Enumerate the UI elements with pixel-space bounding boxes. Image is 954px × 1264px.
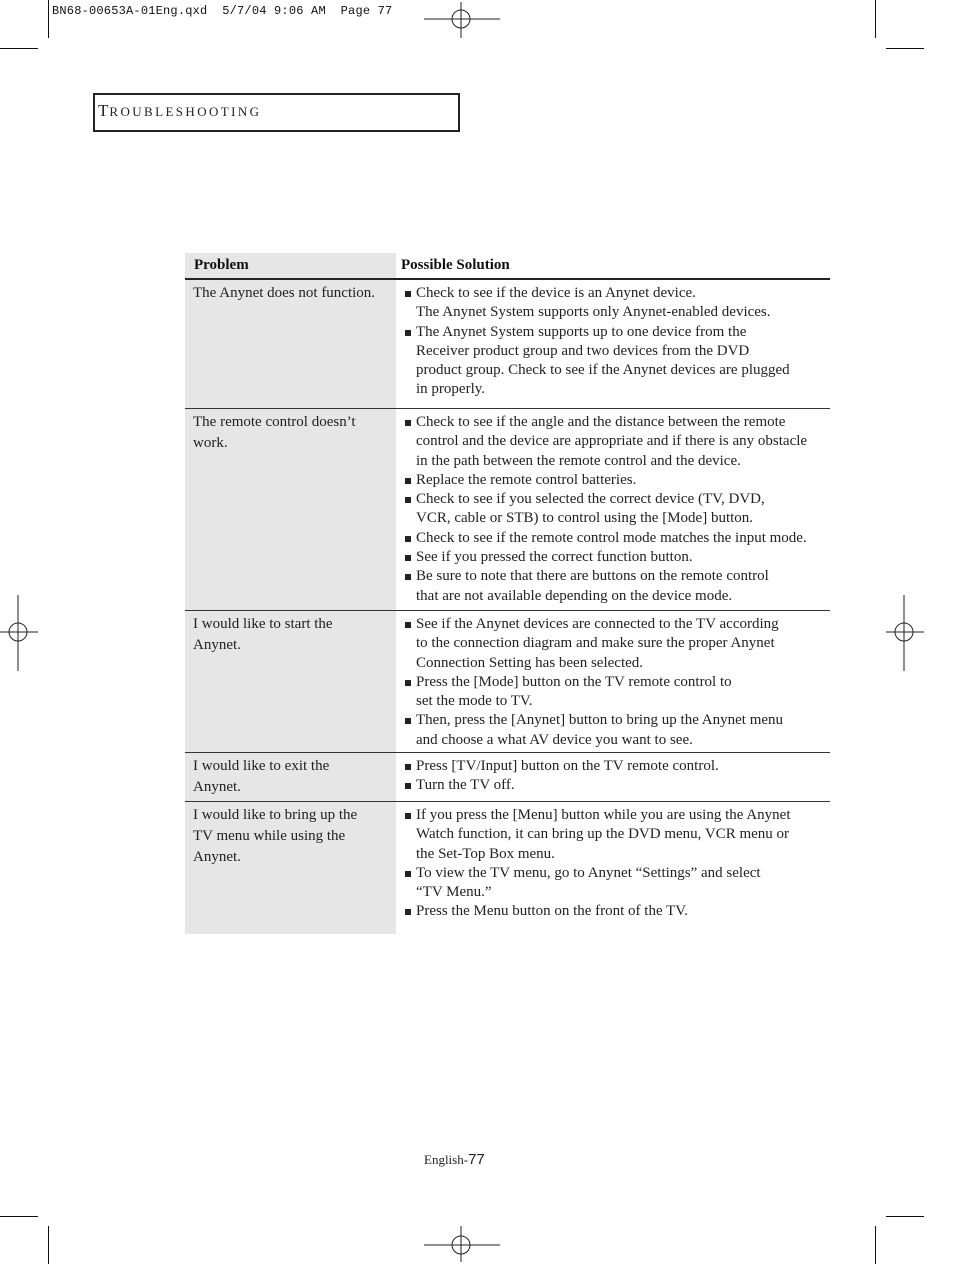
solution-text: Watch function, it can bring up the DVD menu, VCR menu or	[416, 826, 790, 843]
solution-cell	[396, 409, 830, 610]
crop-mark-bottom-left-h	[0, 1216, 38, 1217]
crop-mark-top-left-v	[48, 0, 49, 38]
solution-text: product group. Check to see if the Anynet devices are plugged	[416, 362, 790, 379]
solution-text: To view the TV menu, go to Anynet “Settings” and select	[416, 864, 761, 881]
problem-cell	[185, 280, 396, 408]
table-row	[185, 802, 830, 934]
solution-bullet	[404, 711, 830, 750]
solution-text: Check to see if you selected the correct device (TV, DVD,	[416, 491, 765, 508]
solution-bullet	[404, 413, 830, 471]
problem-text: Anynet.	[193, 849, 241, 865]
solution-bullet	[404, 567, 830, 606]
table-row	[185, 611, 830, 753]
header-possible-solution: Possible Solution	[401, 257, 510, 273]
problem-text: work.	[193, 435, 228, 451]
solution-bullet	[404, 776, 830, 795]
section-title: TROUBLESHOOTING	[98, 101, 262, 120]
registration-mark-left-icon	[0, 595, 38, 671]
crop-mark-bottom-right-v	[875, 1226, 876, 1264]
solution-cell	[396, 280, 830, 408]
header-problem: Problem	[194, 257, 249, 273]
footer-language: English-	[424, 1152, 469, 1167]
page-number: 77	[468, 1151, 485, 1168]
solution-cell	[396, 802, 830, 934]
solution-text: Press the [Mode] button on the TV remote control to	[416, 673, 732, 690]
solution-text: Be sure to note that there are buttons on the remote control	[416, 568, 769, 585]
solution-text: The Anynet System supports only Anynet-enabled devices.	[416, 304, 771, 321]
problem-cell	[185, 753, 396, 801]
problem-cell	[185, 611, 396, 752]
problem-cell	[185, 409, 396, 610]
solution-bullet	[404, 864, 830, 903]
solution-text: Receiver product group and two devices from the DVD	[416, 342, 750, 359]
solution-bullet	[404, 284, 830, 323]
registration-mark-top-icon	[424, 2, 500, 38]
solution-bullet	[404, 806, 830, 864]
crop-mark-top-right-h	[886, 48, 924, 49]
solution-bullet	[404, 548, 830, 567]
registration-mark-right-icon	[886, 595, 924, 671]
crop-mark-bottom-right-h	[886, 1216, 924, 1217]
problem-text: I would like to bring up the	[193, 807, 358, 823]
solution-text: “TV Menu.”	[416, 884, 492, 901]
solution-text: and choose a what AV device you want to see.	[416, 731, 693, 748]
solution-text: If you press the [Menu] button while you are using the Anynet	[416, 807, 791, 823]
problem-text: The remote control doesn’t	[193, 414, 356, 430]
crop-mark-top-right-v	[875, 0, 876, 38]
problem-text: The Anynet does not function.	[193, 285, 376, 301]
solution-bullet	[404, 471, 830, 490]
solution-text: in the path between the remote control and the device.	[416, 452, 741, 469]
registration-mark-bottom-icon	[424, 1226, 500, 1262]
solution-bullet	[404, 529, 830, 548]
solution-bullet	[404, 902, 830, 921]
solution-text: to the connection diagram and make sure the proper Anynet	[416, 635, 775, 652]
solution-text: that are not available depending on the device mode.	[416, 587, 733, 604]
solution-text: Check to see if the remote control mode matches the input mode.	[416, 529, 807, 546]
solution-text: Press [TV/Input] button on the TV remote control.	[416, 758, 719, 774]
solution-text: VCR, cable or STB) to control using the [Mode] button.	[416, 510, 754, 527]
solution-cell	[396, 611, 830, 752]
table-row	[185, 280, 830, 409]
solution-bullet	[404, 615, 830, 673]
solution-text: Press the Menu button on the front of the TV.	[416, 903, 688, 920]
solution-bullet	[404, 323, 830, 400]
solution-text: Check to see if the angle and the distance between the remote	[416, 414, 786, 430]
solution-text: control and the device are appropriate and if there is any obstacle	[416, 433, 808, 450]
solution-text: in properly.	[416, 381, 486, 398]
solution-text: Connection Setting has been selected.	[416, 654, 644, 671]
problem-cell	[185, 802, 396, 934]
problem-text: TV menu while using the	[193, 828, 346, 844]
solution-bullet	[404, 490, 830, 529]
solution-bullet	[404, 757, 830, 776]
solution-text: set the mode to TV.	[416, 693, 533, 710]
solution-bullet	[404, 673, 830, 712]
troubleshooting-table	[185, 253, 830, 934]
solution-text: See if the Anynet devices are connected to the TV according	[416, 616, 779, 632]
solution-text: Turn the TV off.	[416, 777, 515, 794]
page-footer	[424, 1151, 485, 1169]
table-header	[185, 253, 830, 280]
solution-cell	[396, 753, 830, 801]
solution-text: Then, press the [Anynet] button to bring up the Anynet menu	[416, 712, 784, 729]
crop-mark-top-left-h	[0, 48, 38, 49]
solution-text: The Anynet System supports up to one device from the	[416, 323, 747, 340]
problem-text: I would like to start the	[193, 616, 333, 632]
crop-mark-bottom-left-v	[48, 1226, 49, 1264]
printer-slug: BN68-00653A-01Eng.qxd 5/7/04 9:06 AM Page 77	[52, 4, 393, 18]
solution-text: the Set-Top Box menu.	[416, 845, 555, 862]
problem-text: Anynet.	[193, 779, 241, 795]
solution-text: See if you pressed the correct function button.	[416, 549, 693, 566]
problem-text: I would like to exit the	[193, 758, 330, 774]
table-row	[185, 753, 830, 802]
table-body	[185, 280, 830, 934]
table-row	[185, 409, 830, 611]
solution-text: Replace the remote control batteries.	[416, 471, 637, 488]
problem-text: Anynet.	[193, 637, 241, 653]
solution-text: Check to see if the device is an Anynet device.	[416, 285, 696, 301]
